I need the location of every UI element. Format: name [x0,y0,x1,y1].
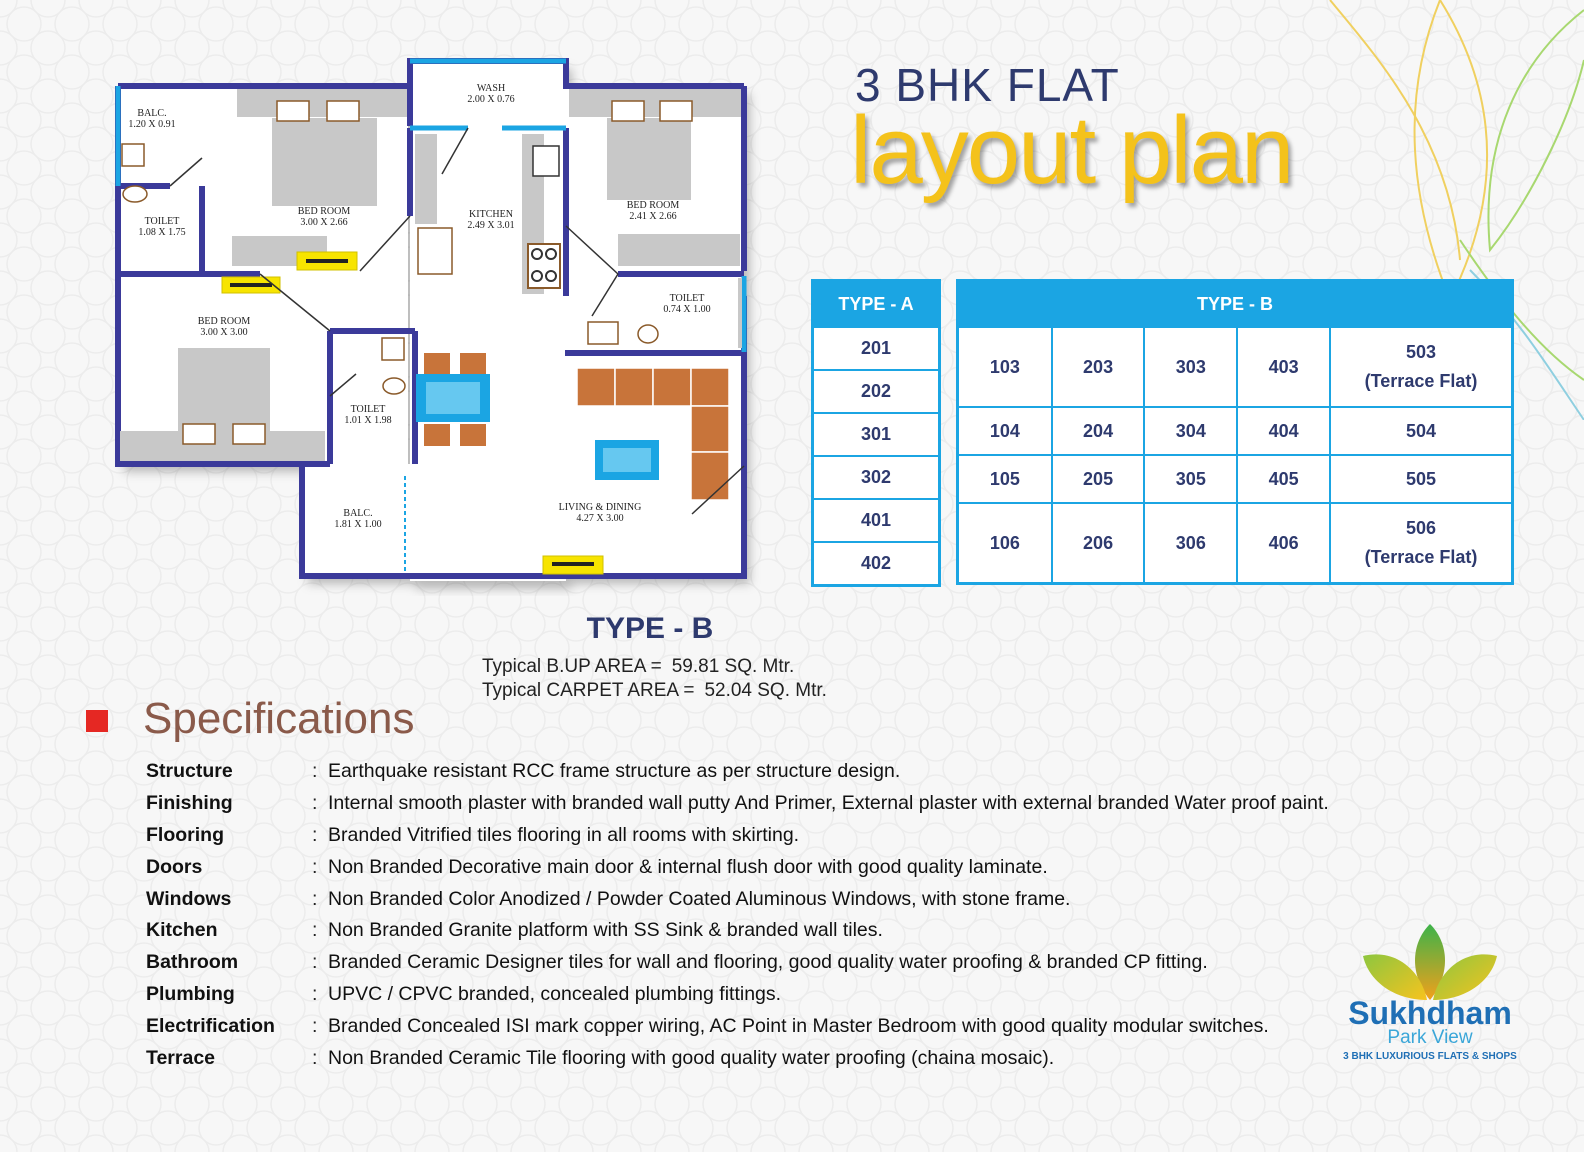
type-a-header: TYPE - A [813,281,940,328]
unit-cell: 206 [1052,503,1145,584]
room-size: 2.49 X 3.01 [467,220,515,231]
bup-area-label: Typical B.UP AREA = [482,656,662,677]
type-b-table [956,279,1514,585]
room-size: 2.41 X 2.66 [629,211,677,222]
unit-number: 506 [1405,518,1437,538]
unit-cell: 201 [813,327,940,370]
spec-desc: Non Branded Ceramic Tile flooring with good quality water proofing (chaina mosaic). [328,1046,1055,1069]
spec-label: Terrace [146,1046,216,1069]
spec-label: Kitchen [146,919,218,942]
spec-desc: Branded Concealed ISI mark copper wiring, AC Point in Master Bedroom with good quality modular switches. [328,1014,1269,1037]
room-name: TOILET [144,216,180,227]
unit-cell: 401 [813,499,940,542]
brand-logo [1340,920,1520,1080]
unit-cell: 303 [1144,327,1237,407]
unit-number: 503 [1405,342,1437,362]
unit-cell: 305 [1144,455,1237,503]
spec-row: Terrace : Non Branded Ceramic Tile flooring with good quality water proofing (chaina mosaic). [146,1046,1055,1069]
heading-bhk: 3 BHK FLAT [855,59,1120,111]
unit-cell: 104 [958,407,1052,455]
room-label [198,316,251,338]
unit-cell: 405 [1237,455,1330,503]
spec-desc: Earthquake resistant RCC frame structure as per structure design. [328,760,901,783]
unit-cell: 505 [1330,455,1513,503]
unit-cell: 204 [1052,407,1145,455]
spec-row: Plumbing : UPVC / CPVC branded, concealed plumbing fittings. [146,982,782,1005]
unit-cell: 202 [813,370,940,413]
room-label [344,404,391,426]
room-label [467,209,514,231]
unit-cell: 306 [1144,503,1237,584]
unit-cell: 404 [1237,407,1330,455]
carpet-area [482,680,827,702]
logo-name: Sukhdham [1348,995,1512,1031]
floor-plan [110,56,770,596]
specifications-title: Specifications [143,694,415,743]
type-a-table [811,279,941,587]
room-size: 3.00 X 3.00 [200,327,248,338]
room-size: 1.01 X 1.98 [344,415,392,426]
spec-row: Electrification : Branded Concealed ISI mark copper wiring, AC Point in Master Bedroom with good quality modular switches. [146,1014,1269,1037]
unit-cell: 403 [1237,327,1330,407]
room-size: 2.00 X 0.76 [467,94,515,105]
unit-cell: 301 [813,413,940,456]
room-size: 0.74 X 1.00 [663,304,711,315]
unit-note: (Terrace Flat) [1364,547,1478,567]
unit-cell: 304 [1144,407,1237,455]
spec-desc: Non Branded Decorative main door & internal flush door with good quality laminate. [328,855,1048,878]
room-name: BALC. [137,108,167,119]
room-label [663,293,710,315]
room-name: TOILET [669,293,705,304]
room-size: 1.20 X 0.91 [128,119,176,130]
spec-label: Flooring [146,823,224,846]
spec-row: Structure : Earthquake resistant RCC frame structure as per structure design. [146,760,901,783]
room-name: BED ROOM [626,200,680,211]
spec-label: Plumbing [146,982,235,1005]
logo-subtitle: Park View [1387,1027,1473,1048]
room-size: 4.27 X 3.00 [576,513,624,524]
heading-layout-plan: layout plan [850,97,1293,204]
room-name: BED ROOM [297,206,351,217]
carpet-area-value: 52.04 SQ. Mtr. [704,680,827,701]
room-size: 3.00 X 2.66 [300,217,348,228]
room-name: WASH [476,83,506,94]
room-label [627,200,680,222]
room-label [298,206,351,228]
spec-desc: UPVC / CPVC branded, concealed plumbing fittings. [328,982,782,1005]
spec-desc: Non Branded Color Anodized / Powder Coated Aluminous Windows, with stone frame. [328,887,1071,910]
logo-tagline: 3 BHK LUXURIOUS FLATS & SHOPS [1343,1051,1517,1062]
room-name: BALC. [343,508,373,519]
leaf-logo-icon [1355,920,1505,1002]
spec-desc: Internal smooth plaster with branded wall putty And Primer, External plaster with external branded Water proof paint. [328,792,1329,815]
unit-cell: 302 [813,456,940,499]
unit-cell: 205 [1052,455,1145,503]
bup-area-value: 59.81 SQ. Mtr. [671,656,795,677]
unit-cell-terrace [1330,503,1513,584]
spec-desc: Branded Ceramic Designer tiles for wall and flooring, good quality water proofing & branded CP fitting. [328,951,1208,974]
unit-cell: 203 [1052,327,1145,407]
spec-label: Bathroom [146,951,239,974]
spec-row: Windows : Non Branded Color Anodized / Powder Coated Aluminous Windows, with stone frame. [146,887,1071,910]
room-name: LIVING & DINING [558,502,642,513]
spec-desc: Branded Vitrified tiles flooring in all rooms with skirting. [328,823,800,846]
specifications-list [146,756,1329,1074]
spec-label: Windows [146,887,232,910]
room-label [138,216,185,238]
unit-cell: 106 [958,503,1052,584]
unit-cell: 105 [958,455,1052,503]
spec-row: Flooring : Branded Vitrified tiles flooring in all rooms with skirting. [146,823,800,846]
type-b-header: TYPE - B [958,281,1513,328]
spec-row: Finishing : Internal smooth plaster with branded wall putty And Primer, External plaster with external branded Water proof paint. [146,792,1329,815]
room-name: KITCHEN [469,209,513,220]
spec-row: Kitchen : Non Branded Granite platform with SS Sink & branded wall tiles. [146,919,883,942]
spec-row: Bathroom : Branded Ceramic Designer tiles for wall and flooring, good quality water proofing & branded CP fitting. [146,951,1208,974]
unit-cell: 504 [1330,407,1513,455]
unit-cell: 406 [1237,503,1330,584]
plan-caption: TYPE - B [586,612,714,645]
spec-desc: Non Branded Granite platform with SS Sink & branded wall tiles. [328,919,883,942]
room-name: TOILET [350,404,386,415]
unit-cell: 402 [813,542,940,586]
bup-area [482,656,794,678]
room-size: 1.81 X 1.00 [334,519,382,530]
spec-label: Structure [146,760,233,783]
specifications-bullet [86,710,108,732]
unit-cell-terrace [1330,327,1513,407]
unit-note: (Terrace Flat) [1364,371,1478,391]
spec-row: Doors : Non Branded Decorative main door & internal flush door with good quality laminate. [146,855,1048,878]
spec-label: Finishing [146,792,233,815]
room-name: BED ROOM [197,316,251,327]
spec-label: Doors [146,855,203,878]
spec-label: Electrification [146,1014,275,1037]
room-size: 1.08 X 1.75 [138,227,186,238]
unit-cell: 103 [958,327,1052,407]
carpet-area-label: Typical CARPET AREA = [482,680,695,701]
